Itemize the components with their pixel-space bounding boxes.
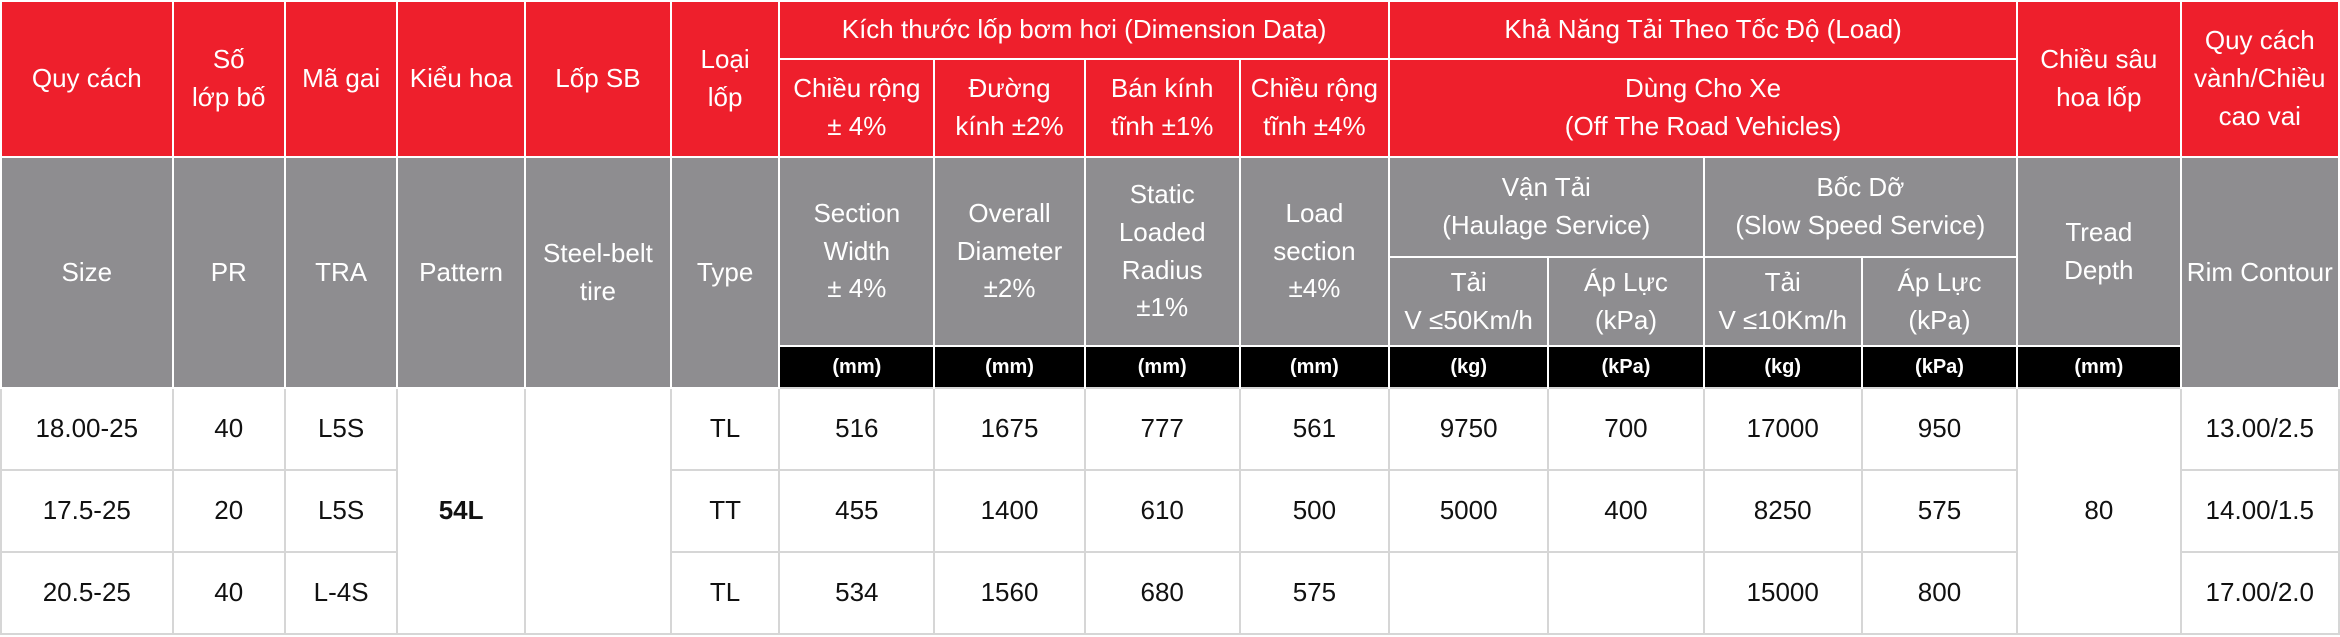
- header-rim-vn: Quy cách vành/Chiều cao vai: [2181, 1, 2339, 157]
- unit-slow-pressure: (kPa): [1862, 346, 2017, 388]
- unit-static-radius: (mm): [1085, 346, 1240, 388]
- unit-haul-pressure: (kPa): [1548, 346, 1703, 388]
- header-steel-belt-en: Steel-belt tire: [525, 157, 671, 388]
- header-section-width-en: Section Width ± 4%: [779, 157, 934, 346]
- header-load-section-en: Load section ±4%: [1240, 157, 1389, 346]
- cell-haul-pressure: [1548, 552, 1703, 634]
- cell-rim: 17.00/2.0: [2181, 552, 2339, 634]
- header-rim-en: Rim Contour: [2181, 157, 2339, 388]
- cell-static-radius: 680: [1085, 552, 1240, 634]
- header-static-radius-vn: Bán kính tĩnh ±1%: [1085, 59, 1240, 157]
- cell-haul-pressure: 400: [1548, 470, 1703, 552]
- header-load-section-vn: Chiều rộng tĩnh ±4%: [1240, 59, 1389, 157]
- header-slow-pressure: Áp Lực (kPa): [1862, 257, 2017, 346]
- header-overall-diameter-en: Overall Diameter ±2%: [934, 157, 1084, 346]
- cell-section-width: 516: [779, 388, 934, 470]
- header-steel-belt-vn: Lốp SB: [525, 1, 671, 157]
- cell-haul-pressure: 700: [1548, 388, 1703, 470]
- cell-size: 18.00-25: [1, 388, 173, 470]
- header-tra-vn: Mã gai: [285, 1, 397, 157]
- header-slow-speed-service: Bốc Dỡ (Slow Speed Service): [1704, 157, 2018, 257]
- unit-section-width: (mm): [779, 346, 934, 388]
- header-section-width-vn: Chiều rộng ± 4%: [779, 59, 934, 157]
- cell-size: 17.5-25: [1, 470, 173, 552]
- header-dimension-group: Kích thước lốp bơm hơi (Dimension Data): [779, 1, 1389, 59]
- cell-load-section: 575: [1240, 552, 1389, 634]
- header-pr-vn: Số lớp bố: [173, 1, 285, 157]
- cell-slow-load: 15000: [1704, 552, 1862, 634]
- unit-load-section: (mm): [1240, 346, 1389, 388]
- header-tra-en: TRA: [285, 157, 397, 388]
- header-static-radius-en: Static Loaded Radius ±1%: [1085, 157, 1240, 346]
- unit-haul-load: (kg): [1389, 346, 1548, 388]
- table-row: [1, 388, 2339, 470]
- cell-section-width: 534: [779, 552, 934, 634]
- cell-pr: 40: [173, 552, 285, 634]
- header-overall-diameter-vn: Đường kính ±2%: [934, 59, 1084, 157]
- cell-overall-diameter: 1400: [934, 470, 1084, 552]
- cell-pr: 40: [173, 388, 285, 470]
- header-pattern-vn: Kiểu hoa: [397, 1, 525, 157]
- cell-tra: L5S: [285, 388, 397, 470]
- header-type-vn: Loại lốp: [671, 1, 779, 157]
- header-size-vn: Quy cách: [1, 1, 173, 157]
- cell-rim: 14.00/1.5: [2181, 470, 2339, 552]
- cell-load-section: 500: [1240, 470, 1389, 552]
- cell-haul-load: 5000: [1389, 470, 1548, 552]
- cell-slow-pressure: 800: [1862, 552, 2017, 634]
- cell-haul-load: [1389, 552, 1548, 634]
- cell-static-radius: 610: [1085, 470, 1240, 552]
- header-haulage-service: Vận Tải (Haulage Service): [1389, 157, 1704, 257]
- header-tread-depth-vn: Chiều sâu hoa lốp: [2017, 1, 2180, 157]
- cell-type: TT: [671, 470, 779, 552]
- cell-slow-load: 17000: [1704, 388, 1862, 470]
- header-slow-load: Tải V ≤10Km/h: [1704, 257, 1862, 346]
- cell-static-radius: 777: [1085, 388, 1240, 470]
- table-row: [1, 470, 2339, 552]
- cell-overall-diameter: 1675: [934, 388, 1084, 470]
- header-tread-depth-en: Tread Depth: [2017, 157, 2180, 346]
- header-haul-load: Tải V ≤50Km/h: [1389, 257, 1548, 346]
- cell-rim: 13.00/2.5: [2181, 388, 2339, 470]
- header-size-en: Size: [1, 157, 173, 388]
- cell-size: 20.5-25: [1, 552, 173, 634]
- cell-slow-pressure: 575: [1862, 470, 2017, 552]
- table-row: [1, 552, 2339, 634]
- cell-slow-load: 8250: [1704, 470, 1862, 552]
- cell-load-section: 561: [1240, 388, 1389, 470]
- cell-overall-diameter: 1560: [934, 552, 1084, 634]
- cell-type: TL: [671, 552, 779, 634]
- unit-overall-diameter: (mm): [934, 346, 1084, 388]
- header-load-group: Khả Năng Tải Theo Tốc Độ (Load): [1389, 1, 2017, 59]
- header-otr-vehicles: Dùng Cho Xe (Off The Road Vehicles): [1389, 59, 2017, 157]
- header-pattern-en: Pattern: [397, 157, 525, 388]
- header-row-en-1: [1, 157, 2339, 257]
- unit-tread-depth: (mm): [2017, 346, 2180, 388]
- header-row-vn-1: [1, 1, 2339, 59]
- cell-slow-pressure: 950: [1862, 388, 2017, 470]
- cell-pr: 20: [173, 470, 285, 552]
- cell-pattern: 54L: [397, 388, 525, 634]
- cell-type: TL: [671, 388, 779, 470]
- cell-haul-load: 9750: [1389, 388, 1548, 470]
- header-pr-en: PR: [173, 157, 285, 388]
- header-type-en: Type: [671, 157, 779, 388]
- cell-tra: L5S: [285, 470, 397, 552]
- cell-tread-depth: 80: [2017, 388, 2180, 634]
- header-haul-pressure: Áp Lực (kPa): [1548, 257, 1703, 346]
- cell-section-width: 455: [779, 470, 934, 552]
- unit-slow-load: (kg): [1704, 346, 1862, 388]
- cell-steel-belt: [525, 388, 671, 634]
- cell-tra: L-4S: [285, 552, 397, 634]
